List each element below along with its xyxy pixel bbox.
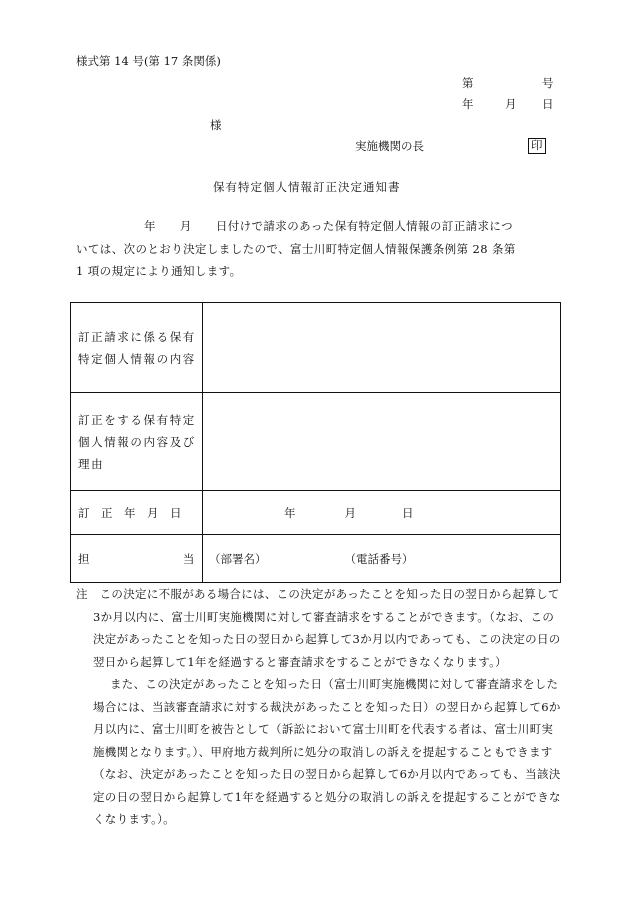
decision-table	[70, 302, 561, 583]
intro-paragraph	[76, 215, 563, 283]
row-label-request-content: 訂正請求に係る保有特定個人情報の内容	[71, 303, 203, 393]
row3-day: 日	[402, 505, 414, 520]
row4-dept-label: （部署名）	[209, 551, 267, 566]
page-title: 保有特定個人情報訂正決定通知書	[213, 180, 401, 194]
table-row	[71, 491, 561, 535]
date-day-label: 日	[542, 97, 554, 111]
table-row	[71, 535, 561, 583]
value-correction-content	[203, 393, 561, 491]
intro-line-1-text: 日付けで請求のあった保有特定個人情報の訂正請求につ	[215, 219, 513, 233]
row3-month: 月	[344, 505, 356, 520]
intro-line-3: 1 項の規定により通知します。	[76, 264, 242, 278]
intro-month: 月	[179, 219, 192, 233]
notice-text-1: この決定に不服がある場合には、この決定があったことを知った日の翌日から起算して3か月以内に、富士川町実施機関に対して審査請求をすることができます。（なお、この決定があったことを知った日の翌日から起算して3か月以内であっても、この決定の日の翌日から起算して1年を経過すると審査請求をすることができなくなります。）	[93, 587, 561, 669]
doc-number-suffix: 号	[542, 76, 554, 90]
seal-mark: 印	[528, 138, 546, 154]
intro-year: 年	[144, 219, 156, 233]
form-number: 様式第 14 号(第 17 条関係)	[76, 54, 221, 68]
date-month-label: 月	[505, 97, 517, 111]
date-year-label: 年	[462, 97, 474, 111]
notice-paragraph-2: また、この決定があったことを知った日（富士川町実施機関に対して審査請求をした場合には、当該審査請求に対する裁決があったことを知った日）の翌日から起算して6か月以内に、富士川町を被告として（訴訟において富士川町を代表する者は、富士川町実施機関となります。）、甲府地方裁判所に処分の取消しの訴えを提起することもできます（なお、決定があったことを知った日の翌日から起算して6か月以内であっても、当該決定の日の翌日から起算して1年を経過すると処分の取消しの訴えを提起することができなくなります。）。	[93, 677, 561, 826]
notice-section	[76, 583, 563, 831]
notice-paragraph-1	[76, 583, 563, 673]
table-row	[71, 303, 561, 393]
intro-line-2: いては、次のとおり決定しましたので、富士川町特定個人情報保護条例第 28 条第	[76, 241, 516, 256]
row-label-contact	[71, 535, 203, 583]
row4-label-a: 担	[78, 551, 92, 566]
row3-year: 年	[284, 505, 296, 520]
value-request-content	[203, 303, 561, 393]
row4-label-b: 当	[182, 551, 196, 566]
addressee-suffix: 様	[210, 118, 222, 132]
row4-phone-label: （電話番号）	[344, 551, 414, 566]
intro-line-1	[76, 215, 563, 238]
value-correction-date	[203, 491, 561, 535]
sender-title: 実施機関の長	[355, 139, 424, 153]
table-row	[71, 393, 561, 491]
row-label-correction-date: 訂 正 年 月 日	[71, 491, 203, 535]
doc-number-prefix: 第	[462, 76, 474, 90]
notice-prefix: 注	[76, 587, 88, 601]
row-label-correction-content: 訂正をする保有特定個人情報の内容及び理由	[71, 393, 203, 491]
value-contact	[203, 535, 561, 583]
